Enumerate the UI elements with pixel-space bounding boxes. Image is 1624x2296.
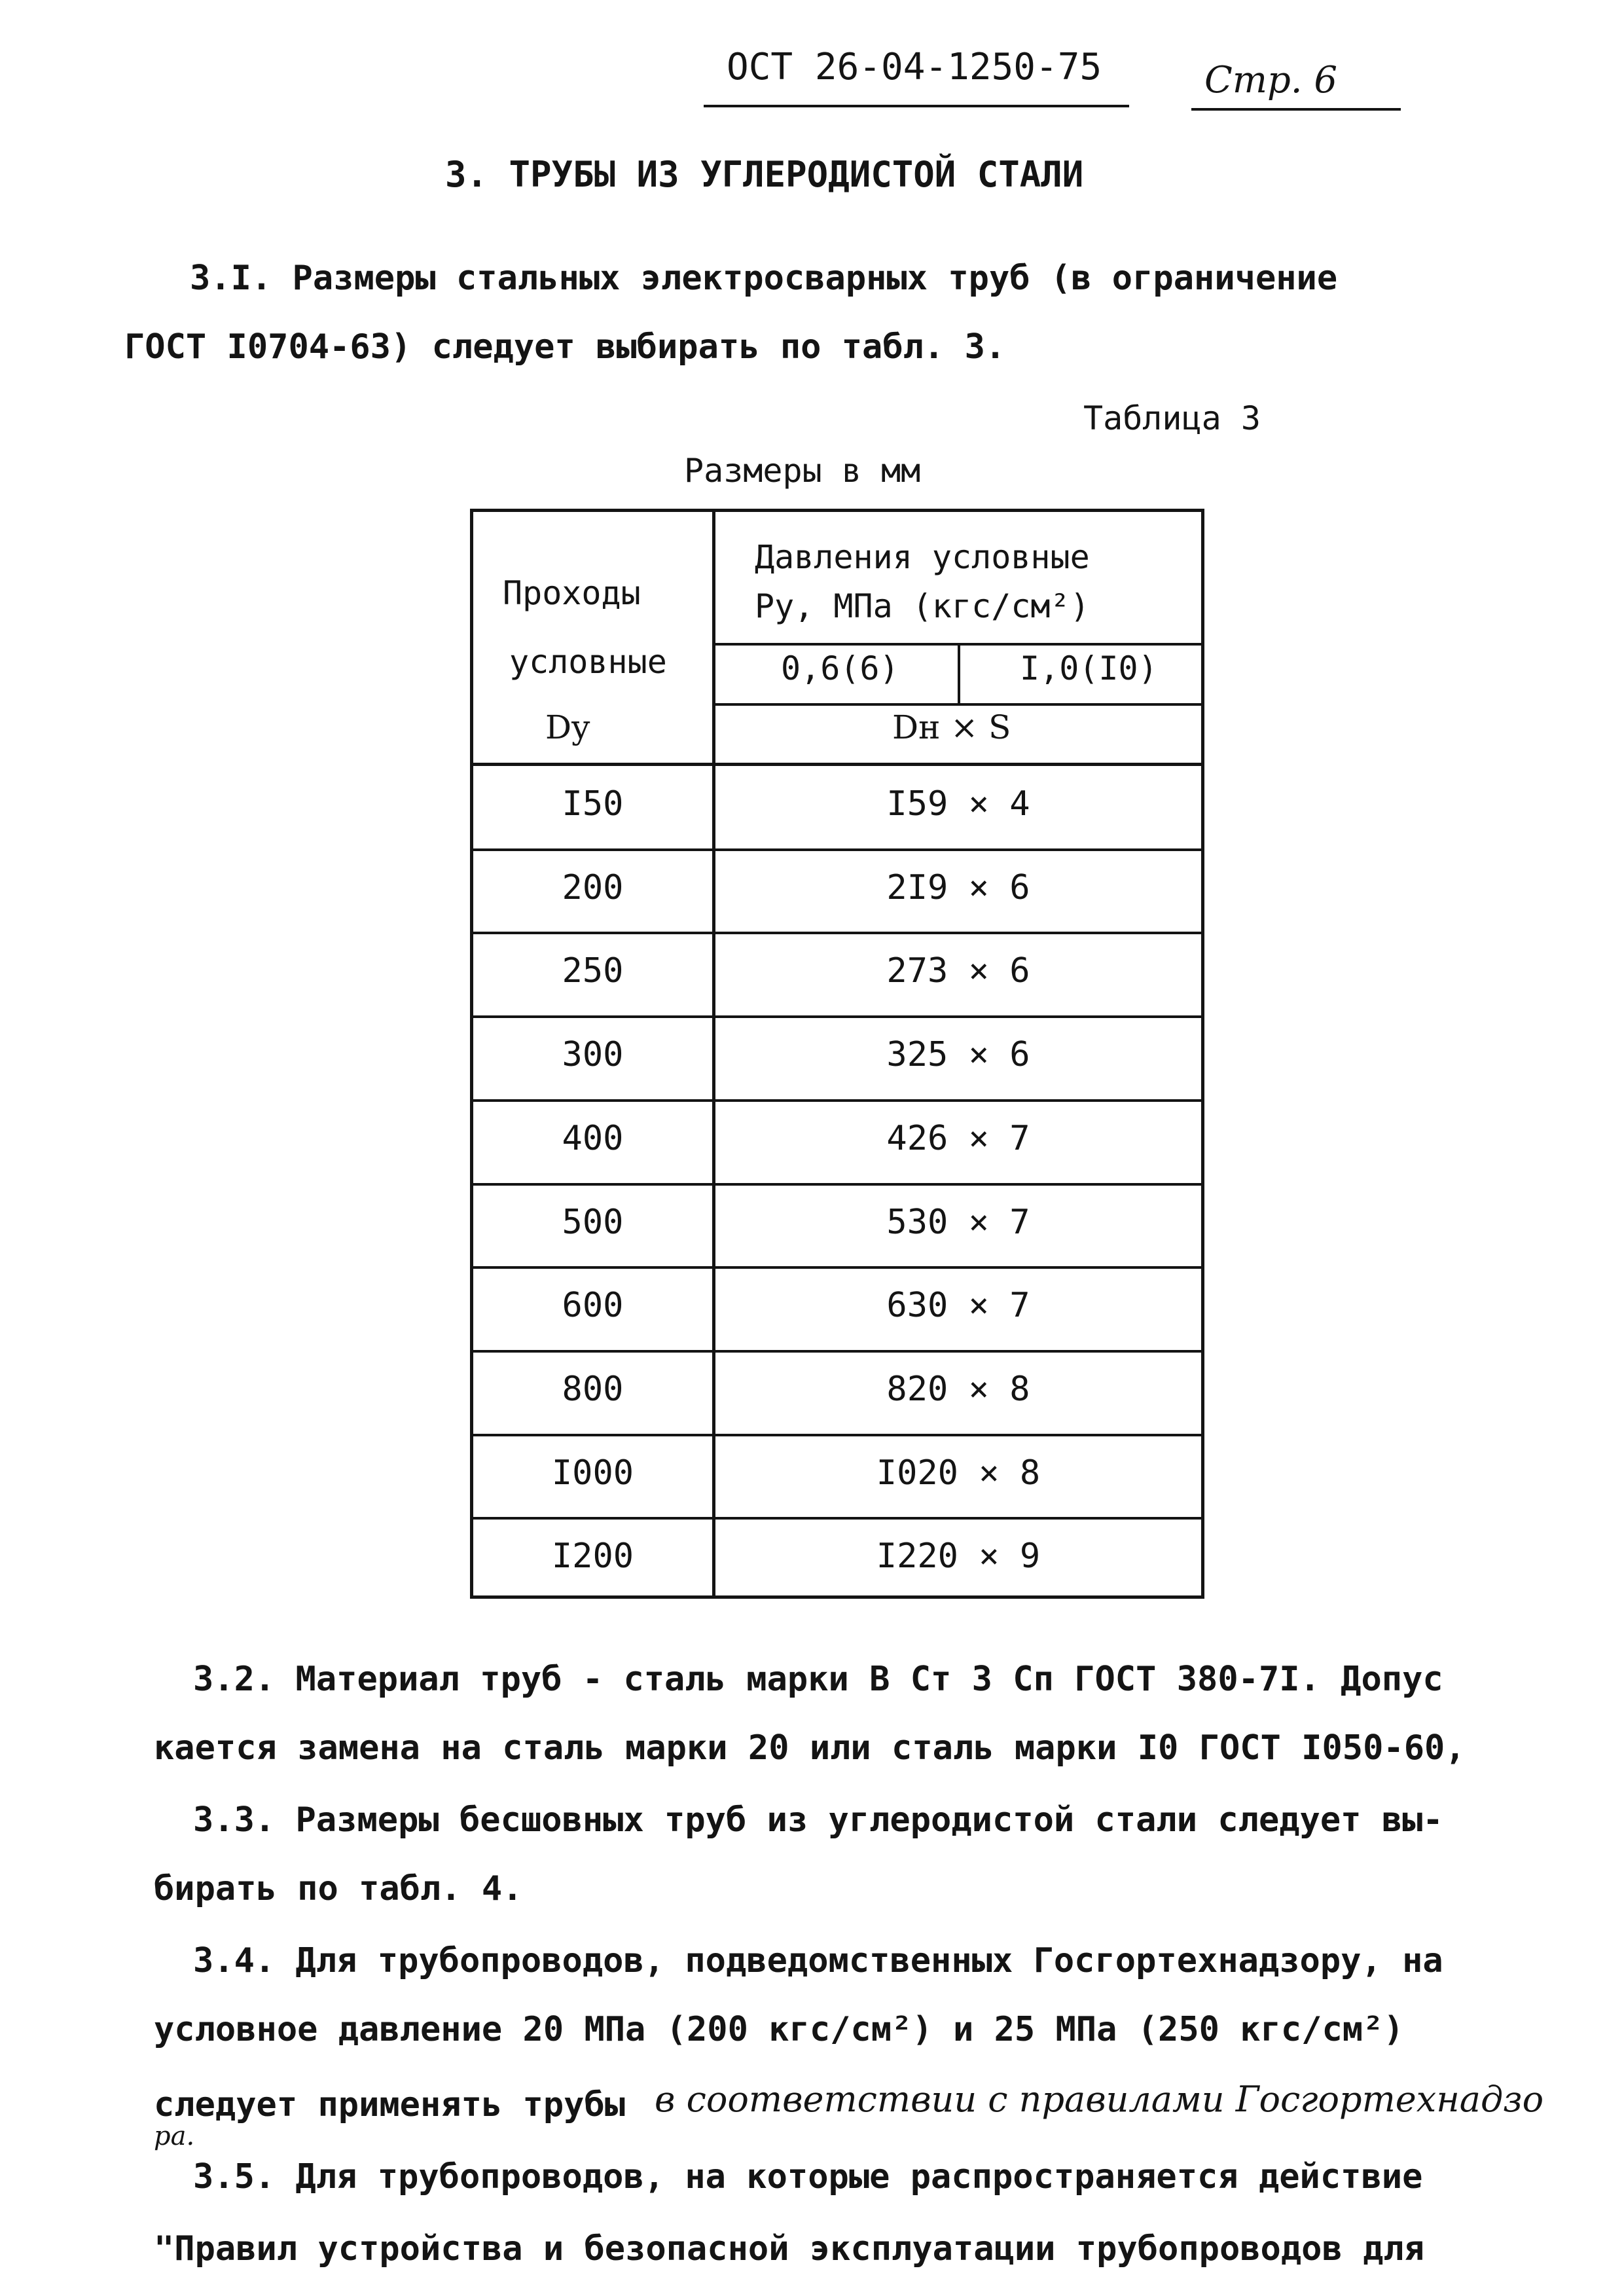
row-divider (473, 1099, 1201, 1102)
cell-dy: 300 (562, 1035, 624, 1075)
page-number: Стр. 6 (1204, 59, 1338, 101)
cell-dimensions: 820 × 8 (886, 1369, 1030, 1409)
pressure-value-2: I,0(I0) (1020, 649, 1158, 687)
cell-dimensions: I020 × 8 (876, 1453, 1041, 1493)
row-divider (473, 1434, 1201, 1436)
row-divider (473, 1266, 1201, 1269)
table-units: Размеры в мм (684, 452, 921, 490)
pressure-header-2: Ру, МПа (кгс/см²) (755, 587, 1090, 625)
paragraph-3-2-line-1: 3.2. Материал труб - сталь марки В Ст 3 Сп ГОСТ 380-7I. Допус (193, 1660, 1443, 1699)
paragraph-3-1-line-2: ГОСТ I0704-63) следует выбирать по табл. 3. (124, 327, 1006, 367)
cell-dy: I50 (562, 784, 624, 824)
table-caption: Таблица 3 (1083, 399, 1261, 437)
paragraph-3-2-line-2: кается замена на сталь марки 20 или сталь марки I0 ГОСТ I050-60, (154, 1728, 1466, 1768)
row-divider (473, 848, 1201, 851)
column-header-dy-2: условные (509, 643, 667, 681)
section-title: 3. ТРУБЫ ИЗ УГЛЕРОДИСТОЙ СТАЛИ (445, 154, 1084, 195)
cell-dy: 400 (562, 1118, 624, 1158)
cell-dy: 200 (562, 867, 624, 907)
cell-dimensions: 325 × 6 (886, 1035, 1030, 1075)
cell-dy: I000 (551, 1453, 634, 1493)
column-header-dims: Dн × S (892, 708, 1011, 746)
cell-dy: I200 (551, 1537, 634, 1576)
paragraph-3-3-line-1: 3.3. Размеры бесшовных труб из углеродистой стали следует вы- (193, 1800, 1443, 1840)
cell-dimensions: I220 × 9 (876, 1537, 1041, 1576)
paragraph-3-4-line-1: 3.4. Для трубопроводов, подведомственных Госгортехнадзору, на (193, 1941, 1443, 1980)
pressure-value-1: 0,6(6) (781, 649, 899, 687)
row-divider (473, 1517, 1201, 1520)
paragraph-3-1-line-1: 3.I. Размеры стальных электросварных труб (в ограничение (190, 259, 1338, 298)
cell-dimensions: 630 × 7 (886, 1286, 1030, 1326)
handwritten-note-continuation: ра. (154, 2121, 195, 2151)
table-divider (473, 763, 1201, 766)
paragraph-3-5-line-1: 3.5. Для трубопроводов, на которые распространяется действие (193, 2157, 1423, 2196)
column-header-dy-1: Проходы (503, 574, 641, 612)
row-divider (473, 1015, 1201, 1018)
cell-dy: 250 (562, 951, 624, 991)
table-divider (712, 703, 1204, 706)
cell-dimensions: 530 × 7 (886, 1202, 1030, 1242)
cell-dimensions: I59 × 4 (886, 784, 1030, 824)
paragraph-3-3-line-2: бирать по табл. 4. (154, 1869, 523, 1908)
column-header-dy-3: Dy (545, 708, 590, 746)
handwritten-note: в соответствии с правилами Госгортехнадзо (655, 2079, 1544, 2120)
cell-dy: 600 (562, 1286, 624, 1326)
page-underline (1191, 108, 1401, 111)
table-divider (958, 643, 960, 703)
row-divider (473, 1183, 1201, 1186)
pressure-header-1: Давления условные (755, 538, 1090, 576)
cell-dy: 500 (562, 1202, 624, 1242)
header-underline (704, 105, 1129, 107)
cell-dy: 800 (562, 1369, 624, 1409)
paragraph-3-4-line-2: условное давление 20 МПа (200 кгс/см²) и 25 МПа (250 кгс/см²) (154, 2010, 1404, 2049)
row-divider (473, 1350, 1201, 1353)
pipe-size-table (470, 509, 1204, 1599)
paragraph-3-5-line-2: "Правил устройства и безопасной эксплуатации трубопроводов для (154, 2229, 1425, 2269)
cell-dimensions: 2I9 × 6 (886, 867, 1030, 907)
row-divider (473, 932, 1201, 934)
cell-dimensions: 426 × 7 (886, 1118, 1030, 1158)
paragraph-3-4-line-3: следует применять трубы (154, 2085, 626, 2124)
cell-dimensions: 273 × 6 (886, 951, 1030, 991)
document-number: ОСТ 26-04-1250-75 (727, 46, 1102, 88)
